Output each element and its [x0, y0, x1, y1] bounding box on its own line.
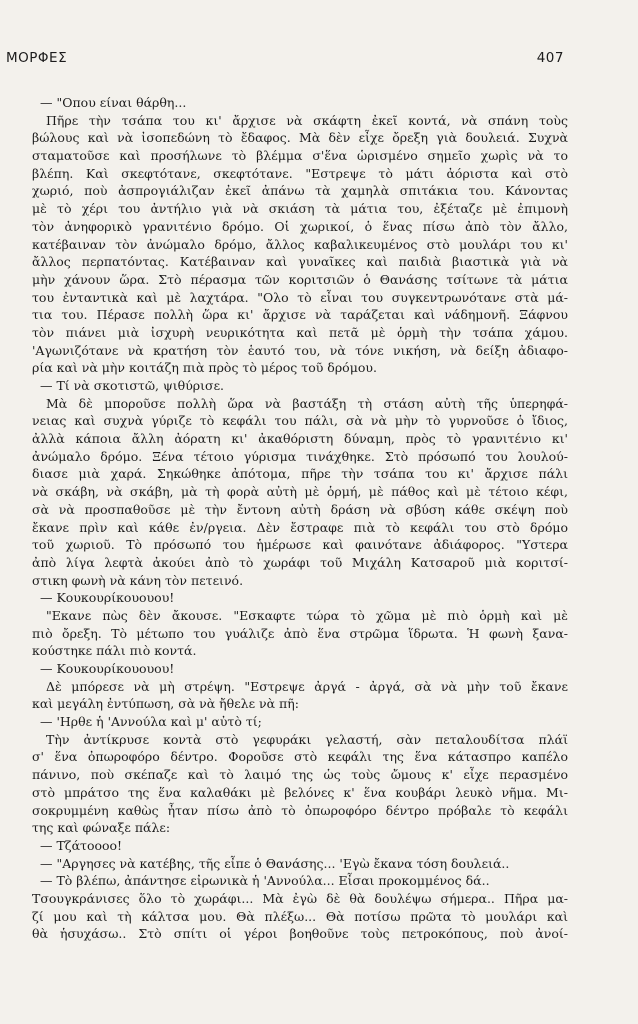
text-line: Δὲ μπόρεσε νὰ μὴ στρέψη. "Εστρεψε ἀργά - ἀργά, σὰ νὰ μὴν τοῦ ἔκανε [46, 678, 568, 694]
text-line: χωριό, ποὺ ἀσπρογιάλιζαν ἐκεῖ ἀπάνω τὰ χαμηλὰ σπιτάκια του. Κάνοντας [32, 183, 568, 199]
text-line: νειας καὶ συχνὰ γύριζε τὸ κεφάλι του πάλι, σὰ νὰ μὴν τὸ γυρνοῦσε ὁ ἴδιος, [32, 413, 568, 429]
text-line: τοῦ χωριοῦ. Τὸ πρόσωπό του ἡμέρωσε καὶ φαινότανε ἀδιάφορος. "Υστερα [32, 537, 568, 553]
text-line: στὸ μπράτσο της ἕνα καλαθάκι μὲ βελόνες κ' ἕνα κουβάρι λευκὸ νῆμα. Μι- [32, 784, 568, 800]
text-line: διασε μιὰ χαρά. Σηκώθηκε ἀπότομα, πῆρε τὴν τσάπα του κι' ἄρχισε πάλι [32, 466, 568, 482]
text-line: κούστηκε πάλι πιὸ κοντά. [32, 643, 197, 659]
text-line: — Τὸ βλέπω, ἀπάντησε εἰρωνικὰ ἡ 'Αννούλα... Εἶσαι προκομμένος δά.. [40, 873, 490, 889]
text-line: Τσουγκράνισες ὅλο τὸ χωράφι... Μὰ ἐγὼ δὲ θὰ δουλέψω σήμερα.. Πῆρα μα- [32, 890, 568, 906]
text-line: σοκρυμμένη καθὼς ἦταν πίσω ἀπὸ τὸ ὀπωροφόρο δέντρο πρόβαλε τὸ κεφάλι [32, 802, 568, 818]
text-line: θὰ ἡσυχάσω.. Στὸ σπίτι οἱ γέροι βοηθοῦνε τοὺς πετροκόπους, ποὺ ἀνοί- [32, 926, 568, 942]
text-line: σταματοῦσε καὶ προσήλωνε τὸ βλέμμα σ'ἕνα ὡρισμένο σημεῖο χωρὶς νὰ το [32, 148, 568, 164]
text-line: 'Αγωνιζότανε νὰ κρατήση τὸν ἑαυτό του, νὰ τόνε νικήση, νὰ δείξη ἀδιαφο- [32, 342, 568, 358]
text-line: Πῆρε τὴν τσάπα του κι' ἄρχισε νὰ σκάφτη ἐκεῖ κοντά, νὰ σπάνη τοὺς [46, 112, 568, 128]
text-line: πιὸ ὄρεξη. Τὸ μέτωπο του γυάλιζε ἀπὸ ἕνα στρῶμα ἵδρωτα. Ἡ φωνὴ ξανα- [32, 625, 568, 641]
text-line: στικη φωνὴ νὰ κάνη τὸν πετεινό. [32, 572, 244, 588]
text-line: τὸν ἀνηφορικὸ γρανιτένιο δρόμο. Οἱ χωρικοί, ὁ ἕνας πίσω ἀπὸ τὸν ἄλλο, [32, 218, 568, 234]
text-line: πάνινο, ποὺ σκέπαζε καὶ τὸ λαιμό της ὡς τοὺς ὤμους κ' εἶχε περασμένο [32, 767, 568, 783]
text-line: νὰ σκάβη, νὰ σκάβη, μὰ τὴ φορὰ αὐτὴ μὲ ὁρμή, μὲ πάθος καὶ μὲ τέτοιο κέφι, [32, 484, 568, 500]
text-line: — Κουκουρίκουουου! [40, 661, 175, 676]
text-line: Τὴν ἀντίκρυσε κοντὰ στὸ γεφυράκι γελαστή, σὰν πεταλουδίτσα πλάϊ [46, 731, 568, 747]
text-line: σ' ἕνα ὀπωροφόρο δέντρο. Φοροῦσε στὸ κεφάλι της ἕνα κάτασπρο καπέλο [32, 749, 568, 765]
text-line: ζί μου καὶ τὴ κάλτσα μου. Θὰ πλέξω... Θὰ ποτίσω πρῶτα τὸ μουλάρι καὶ [32, 908, 568, 924]
running-head [6, 50, 564, 70]
text-body [32, 94, 568, 943]
text-line: βώλους καὶ νὰ ἰσοπεδώνη τὸ ἔδαφος. Μὰ δὲν εἶχε ὄρεξη γιὰ δουλειά. Συχνὰ [32, 130, 568, 146]
text-line: κατέβαιναν τὸν ἀνώμαλο δρόμο, ἄλλος καβαλικευμένος στὸ μουλάρι του κι' [32, 236, 568, 252]
journal-title: ΜΟΡΦΕΣ [6, 50, 68, 66]
text-line: ἀλλὰ κάποια ἄλλη ἀόρατη κι' ἀκαθόριστη δύναμη, πρὸς τὸ γρανιτένιο κι' [32, 431, 568, 447]
text-line: μὲ τὸ χέρι του ἀντήλιο γιὰ νὰ σκιάση τὰ μάτια του, ἐξέταζε μὲ ἐπιμονὴ [32, 201, 568, 217]
text-line: καὶ μεγάλη ἐντύπωση, σὰ νὰ ἤθελε νὰ πῆ: [32, 696, 299, 712]
text-line: τὸν πιάνει μιὰ ἰσχυρὴ νευρικότητα καὶ πετᾶ μὲ ὁρμὴ τὴν τσάπα χάμου. [32, 324, 568, 340]
text-line: της καὶ φώναξε πάλε: [32, 820, 171, 836]
text-line: — Κουκουρίκουουου! [40, 590, 175, 606]
text-line: "Εκανε πὼς δὲν ἄκουσε. "Εσκαφτε τώρα τὸ χῶμα μὲ πιὸ ὁρμὴ καὶ μὲ [46, 607, 568, 623]
text-line: μὴν χάνουν ὥρα. Στὸ πέρασμα τῶν κοριτσιῶν ὁ Θανάσης τσίτωνε τὰ μάτια [32, 271, 568, 287]
text-line: ἀπὸ λίγα λεφτὰ ἀκούει ἀπὸ τὸ χωράφι τοῦ Μιχάλη Κατσαροῦ μιὰ κοριτσί- [32, 554, 568, 570]
text-line: ἀνώμαλο δρόμο. Ξένα τέτοιο γύρισμα τινάχθηκε. Στὸ πρόσωπό του λουλού- [32, 448, 568, 464]
text-line: Μὰ δὲ μποροῦσε πολλὴ ὥρα νὰ βαστάξη τὴ στάση αὐτὴ τῆς ὑπερηφά- [46, 395, 568, 411]
page-number: 407 [536, 50, 564, 66]
text-line: ἔκανε πρὶν καὶ κάθε ἐν/ργεια. Δὲν ἔστραφε πιὰ τὸ κεφάλι του στὸ δρόμο [32, 519, 568, 535]
text-line: σὰ νὰ προσπαθοῦσε μὲ τὴν ἔντονη αὐτὴ δράση νὰ σβύση κάθε σκέψη ποὺ [32, 501, 568, 517]
text-line: — "Αργησες νὰ κατέβης, τῆς εἶπε ὁ Θανάσης... 'Εγὼ ἔκανα τόση δουλειά.. [40, 855, 510, 871]
text-line: — 'Ηρθε ἡ 'Αννούλα καὶ μ' αὐτὸ τί; [40, 714, 262, 730]
text-line: — Τί νὰ σκοτιστῶ, ψιθύρισε. [40, 378, 225, 393]
text-line: — "Οπου είναι θάρθη... [40, 95, 187, 110]
text-line: ἄλλος περπατόντας. Κατέβαιναν καὶ γυναῖκες καὶ παιδιὰ βιαστικὰ γιὰ νὰ [32, 254, 568, 270]
text-line: του ἐνταντικὰ καὶ μὲ λαχτάρα. "Ολο τὸ εἶναι του συγκεντρωνότανε στὰ μά- [32, 289, 568, 305]
text-line: — Τζάτοοοο! [40, 837, 123, 853]
text-line: βλέπη. Καὶ σκεφτότανε, σκεφτότανε. "Εστρεψε τὸ μάτι ἀόριστα καὶ στὸ [32, 165, 568, 181]
text-line: ρία καὶ νὰ μὴν κοιτάζη πιὰ πρὸς τὸ μέρος τοῦ δρόμου. [32, 360, 377, 376]
text-line: τια του. Πέρασε πολλὴ ὥρα κι' ἄρχισε νὰ ταράζεται καὶ νάδημονῆ. Ξάφνου [32, 307, 568, 323]
